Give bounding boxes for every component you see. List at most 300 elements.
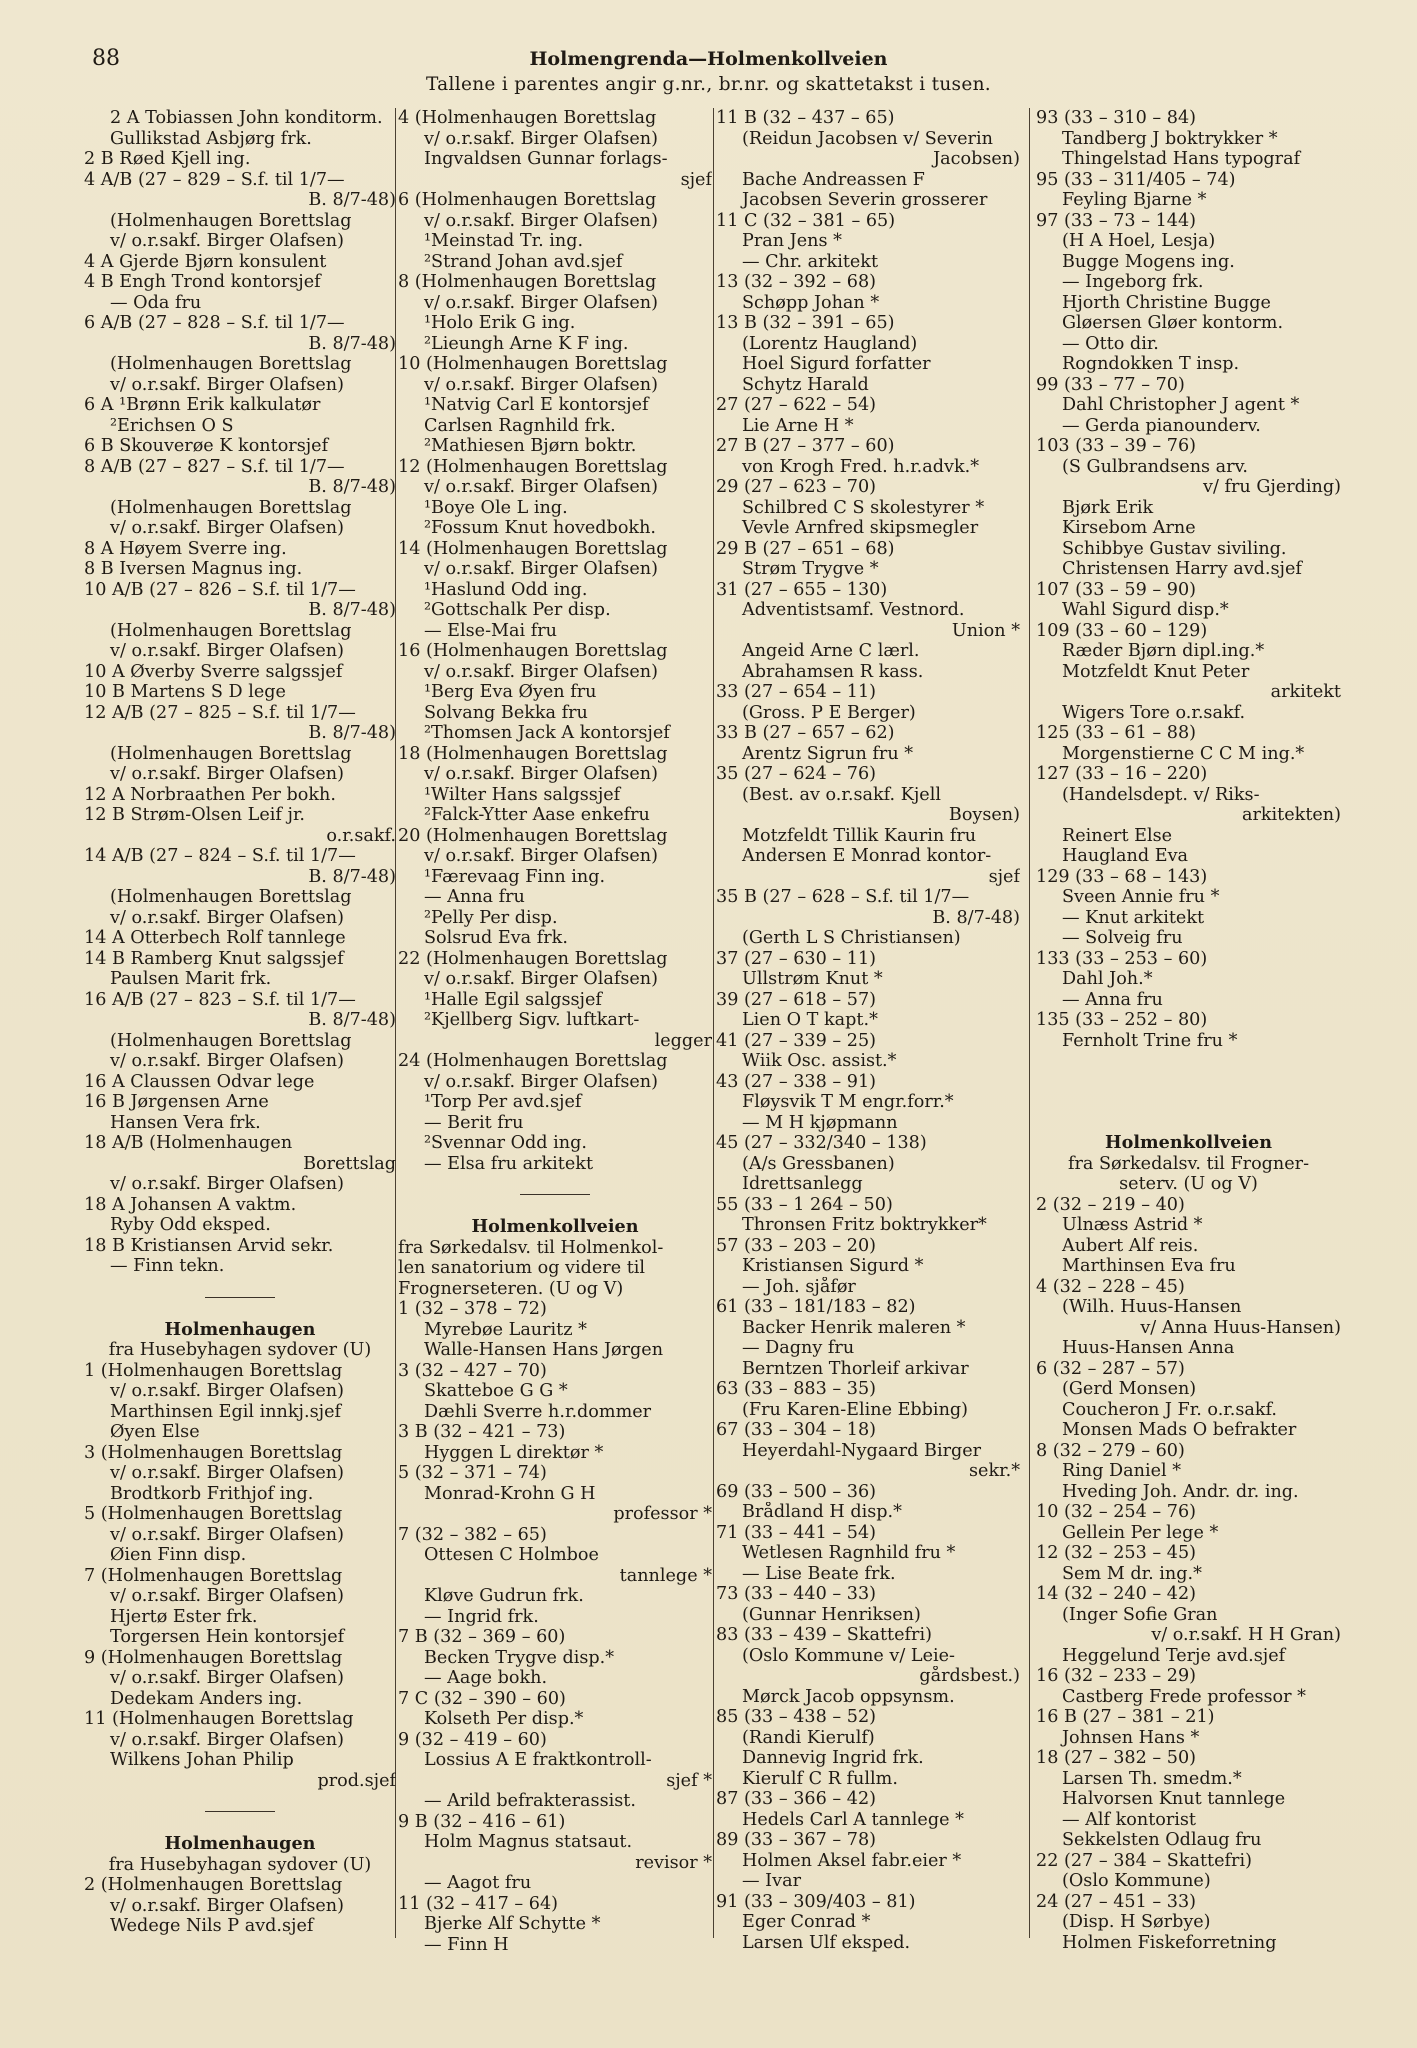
page-subtitle: Tallene i parentes angir g.nr., br.nr. og skattetakst i tusen. xyxy=(425,74,991,95)
directory-line: Hedels Carl A tannlege * xyxy=(742,1809,964,1830)
directory-line: B. 8/7-48) xyxy=(308,477,396,497)
directory-line: Huus-Hansen Anna xyxy=(1062,1338,1235,1358)
directory-line: Andersen E Monrad kontor- xyxy=(742,846,992,866)
directory-line: fra Husebyhagen sydover (U) xyxy=(108,1340,372,1360)
directory-line: Marthinsen Eva fru xyxy=(1062,1256,1236,1276)
directory-line: Sveen Annie fru * xyxy=(1062,887,1220,907)
directory-line: Sekkelsten Odlaug fru xyxy=(1062,1830,1262,1850)
directory-line: v/ o.r.sakf. Birger Olafsen) xyxy=(424,969,658,989)
directory-line: — Joh. sjåfør xyxy=(742,1276,856,1297)
directory-line: v/ o.r.sakf. Birger Olafsen) xyxy=(110,764,344,784)
directory-line: 16 B Jørgensen Arne xyxy=(84,1092,269,1112)
directory-line: Skatteboe G G * xyxy=(424,1381,568,1401)
directory-line: (Best. av o.r.sakf. Kjell xyxy=(742,784,941,805)
directory-line: Haugland Eva xyxy=(1062,846,1188,866)
directory-line: 33 (27 – 654 – 11) xyxy=(716,682,877,702)
directory-line: Bache Andreassen F xyxy=(742,169,925,190)
directory-line: 1 (32 – 378 – 72) xyxy=(398,1299,547,1319)
directory-line: Monsen Mads O befrakter xyxy=(1062,1420,1297,1440)
directory-line: sjef xyxy=(988,866,1020,887)
directory-line: — Aage bokh. xyxy=(424,1668,548,1688)
directory-line: 6 A ¹Brønn Erik kalkulatør xyxy=(84,395,321,415)
directory-line: 8 A/B (27 – 827 – S.f. til 1/7— xyxy=(84,456,345,477)
directory-line: v/ o.r.sakf. Birger Olafsen) xyxy=(110,1051,344,1071)
directory-line: Jacobsen) xyxy=(933,149,1020,169)
directory-line: Mørck Jacob oppsynsm. xyxy=(742,1686,955,1707)
directory-line: 13 B (32 – 391 – 65) xyxy=(716,313,895,333)
directory-line: Hyggen L direktør * xyxy=(424,1442,604,1463)
directory-line: ²Lieungh Arne K F ing. xyxy=(424,333,629,354)
directory-line: B. 8/7-48) xyxy=(308,333,396,354)
directory-line: Dedekam Anders ing. xyxy=(110,1688,303,1709)
directory-line: 8 B Iversen Magnus ing. xyxy=(84,559,303,579)
directory-line: — Anna fru xyxy=(424,887,525,907)
directory-line: 129 (33 – 68 – 143) xyxy=(1036,866,1208,887)
directory-line: Monrad-Krohn G H xyxy=(424,1483,596,1504)
directory-line: von Krogh Fred. h.r.advk.* xyxy=(742,456,979,477)
directory-line: Ulnæss Astrid * xyxy=(1062,1215,1203,1235)
section-heading: Holmenkollveien xyxy=(471,1217,639,1237)
directory-line: 63 (33 – 883 – 35) xyxy=(716,1379,877,1399)
directory-line: 91 (33 – 309/403 – 81) xyxy=(716,1891,916,1912)
directory-line: Abrahamsen R kass. xyxy=(742,661,924,682)
directory-line: (Randi Kierulf) xyxy=(742,1727,875,1748)
directory-line: Wedege Nils P avd.sjef xyxy=(110,1916,314,1936)
directory-line: Hjorth Christine Bugge xyxy=(1062,292,1271,313)
directory-line: 27 (27 – 622 – 54) xyxy=(716,395,877,415)
directory-line: (A/s Gressbanen) xyxy=(742,1153,895,1174)
directory-line: — Gerda pianounderv. xyxy=(1062,415,1261,436)
directory-line: (Wilh. Huus-Hansen xyxy=(1062,1297,1242,1317)
column-2 xyxy=(398,108,712,1955)
directory-line: ²Kjellberg Sigv. luftkart- xyxy=(424,1010,640,1030)
directory-line: 103 (33 – 39 – 76) xyxy=(1036,436,1197,456)
directory-line: — Chr. arkitekt xyxy=(742,251,879,272)
directory-line: 61 (33 – 181/183 – 82) xyxy=(716,1297,916,1317)
directory-line: 97 (33 – 73 – 144) xyxy=(1036,210,1197,231)
directory-line: 7 C (32 – 390 – 60) xyxy=(398,1688,566,1709)
directory-line: ²Strand Johan avd.sjef xyxy=(424,251,623,272)
directory-line: 95 (33 – 311/405 – 74) xyxy=(1036,169,1236,190)
directory-line: 83 (33 – 439 – Skattefri) xyxy=(716,1625,932,1645)
directory-line: ²Pelly Per disp. xyxy=(424,907,558,928)
directory-line: seterv. (U og V) xyxy=(1119,1174,1258,1194)
directory-line: 12 (32 – 253 – 45) xyxy=(1036,1543,1197,1563)
directory-line: — Lise Beate frk. xyxy=(742,1563,896,1584)
directory-line: 27 B (27 – 377 – 60) xyxy=(716,436,895,456)
directory-line: v/ fru Gjerding) xyxy=(1203,477,1341,497)
directory-line: 99 (33 – 77 – 70) xyxy=(1036,374,1185,395)
directory-line: 6 (32 – 287 – 57) xyxy=(1036,1358,1185,1379)
directory-line: Schibbye Gustav siviling. xyxy=(1062,538,1287,559)
directory-line: — Elsa fru arkitekt xyxy=(424,1153,594,1174)
directory-line: Pran Jens * xyxy=(742,231,842,251)
directory-line: Wigers Tore o.r.sakf. xyxy=(1062,702,1246,723)
column-4 xyxy=(1036,108,1341,1953)
directory-line: 18 (27 – 382 – 50) xyxy=(1036,1748,1197,1768)
directory-line: 11 (Holmenhaugen Borettslag xyxy=(84,1709,354,1729)
directory-line: 37 (27 – 630 – 11) xyxy=(716,948,877,969)
directory-line: ²Erichsen O S xyxy=(110,415,234,436)
directory-line: Paulsen Marit frk. xyxy=(110,969,272,989)
directory-line: Wiik Osc. assist.* xyxy=(742,1051,897,1071)
spacer xyxy=(1036,1051,1341,1072)
directory-line: Sem M dr. ing.* xyxy=(1062,1563,1202,1584)
directory-line: Solvang Bekka fru xyxy=(424,702,588,723)
directory-line: Ullstrøm Knut * xyxy=(742,969,883,989)
directory-line: o.r.sakf. xyxy=(326,825,396,846)
section-heading: Holmenkollveien xyxy=(1104,1133,1273,1153)
directory-line: Coucheron J Fr. o.r.sakf. xyxy=(1062,1399,1278,1420)
directory-line: fra Sørkedalsv. til Frogner- xyxy=(1067,1153,1310,1174)
directory-line: Holmen Fiskeforretning xyxy=(1062,1932,1277,1953)
directory-line: v/ o.r.sakf. Birger Olafsen) xyxy=(110,231,344,251)
directory-line: 2 (32 – 219 – 40) xyxy=(1036,1194,1185,1215)
directory-line: arkitekten) xyxy=(1241,805,1341,825)
directory-line: 7 B (32 – 369 – 60) xyxy=(398,1627,566,1647)
directory-line: Kristiansen Sigurd * xyxy=(742,1256,924,1276)
directory-line: Schytz Harald xyxy=(742,374,869,395)
directory-line: Gløersen Gløer kontorm. xyxy=(1062,313,1284,333)
directory-line: Halvorsen Knut tannlege xyxy=(1062,1789,1286,1809)
directory-line: (Holmenhaugen Borettslag xyxy=(110,497,352,518)
directory-line: Bjørk Erik xyxy=(1062,497,1154,518)
directory-line: ²Svennar Odd ing. xyxy=(424,1133,587,1153)
directory-line: Marthinsen Egil innkj.sjef xyxy=(110,1401,341,1422)
directory-line: 39 (27 – 618 – 57) xyxy=(716,989,877,1010)
directory-line: 3 (Holmenhaugen Borettslag xyxy=(84,1442,343,1463)
directory-line: Holmen Aksel fabr.eier * xyxy=(742,1850,962,1871)
directory-line: 4 A/B (27 – 829 – S.f. til 1/7— xyxy=(84,169,345,190)
directory-line: Jacobsen Severin grosserer xyxy=(742,190,988,210)
directory-line: v/ o.r.sakf. Birger Olafsen) xyxy=(110,1381,344,1401)
directory-line: — Finn H xyxy=(424,1934,509,1955)
directory-line: v/ o.r.sakf. Birger Olafsen) xyxy=(424,661,658,682)
directory-line: 135 (33 – 252 – 80) xyxy=(1036,1010,1208,1030)
directory-line: 14 (Holmenhaugen Borettslag xyxy=(398,538,668,559)
directory-line: 14 (32 – 240 – 42) xyxy=(1036,1584,1197,1604)
directory-line: Christensen Harry avd.sjef xyxy=(1062,559,1302,579)
directory-line: 8 (32 – 279 – 60) xyxy=(1036,1440,1185,1461)
directory-line: (Gerd Monsen) xyxy=(1062,1379,1197,1399)
directory-line: len sanatorium og videre til xyxy=(398,1258,646,1278)
directory-line: fra Husebyhagan sydover (U) xyxy=(108,1854,372,1875)
directory-line: v/ o.r.sakf. Birger Olafsen) xyxy=(110,518,344,538)
directory-line: Hoel Sigurd forfatter xyxy=(742,354,931,374)
directory-line: 73 (33 – 440 – 33) xyxy=(716,1584,877,1604)
directory-line: sjef * xyxy=(666,1770,712,1791)
directory-line: Bjerke Alf Schytte * xyxy=(424,1914,601,1934)
directory-line: 2 B Røed Kjell ing. xyxy=(84,149,251,169)
directory-line: 18 (Holmenhaugen Borettslag xyxy=(398,743,668,764)
directory-line: v/ o.r.sakf. Birger Olafsen) xyxy=(110,1729,344,1750)
directory-line: v/ o.r.sakf. H H Gran) xyxy=(1151,1625,1341,1645)
directory-line: ²Gottschalk Per disp. xyxy=(424,600,611,620)
directory-line: v/ o.r.sakf. Birger Olafsen) xyxy=(110,374,344,395)
directory-line: B. 8/7-48) xyxy=(308,600,396,620)
directory-line: — Finn tekn. xyxy=(110,1256,225,1276)
directory-line: 24 (27 – 451 – 33) xyxy=(1036,1891,1197,1912)
directory-line: (Reidun Jacobsen v/ Severin xyxy=(742,128,993,149)
page-title: Holmengrenda—Holmenkollveien xyxy=(529,48,888,70)
directory-line: (Handelsdept. v/ Riks- xyxy=(1062,784,1260,805)
directory-line: Holm Magnus statsaut. xyxy=(424,1832,633,1852)
directory-line: ¹Halle Egil salgssjef xyxy=(424,989,602,1010)
directory-line: 14 A Otterbech Rolf tannlege xyxy=(84,928,346,948)
directory-line: — Anna fru xyxy=(1062,989,1163,1010)
directory-line: Kolseth Per disp.* xyxy=(424,1709,584,1729)
directory-line: 11 B (32 – 437 – 65) xyxy=(716,108,895,128)
directory-line: Wilkens Johan Philip xyxy=(110,1750,294,1770)
directory-line: ¹Boye Ole L ing. xyxy=(424,497,568,518)
directory-line: 7 (Holmenhaugen Borettslag xyxy=(84,1565,343,1586)
directory-line: Backer Henrik maleren * xyxy=(742,1317,966,1338)
directory-line: Thronsen Fritz boktrykker* xyxy=(742,1215,987,1235)
directory-line: gårdsbest.) xyxy=(919,1666,1020,1686)
directory-line: Lien O T kapt.* xyxy=(742,1010,878,1030)
page-number: 88 xyxy=(92,46,120,71)
directory-line: Motzfeldt Tillik Kaurin fru xyxy=(742,825,977,846)
directory-line: 14 B Ramberg Knut salgssjef xyxy=(84,948,344,969)
section-separator xyxy=(205,1811,275,1812)
directory-line: 93 (33 – 310 – 84) xyxy=(1036,108,1197,128)
directory-line: Solsrud Eva frk. xyxy=(424,928,568,948)
directory-line: 20 (Holmenhaugen Borettslag xyxy=(398,825,668,846)
directory-line: Heyerdahl-Nygaard Birger xyxy=(742,1440,982,1461)
directory-line: v/ o.r.sakf. Birger Olafsen) xyxy=(424,1071,658,1092)
directory-line: v/ o.r.sakf. Birger Olafsen) xyxy=(110,1895,344,1916)
directory-line: Ryby Odd eksped. xyxy=(110,1215,271,1235)
directory-line: v/ o.r.sakf. Birger Olafsen) xyxy=(424,764,658,784)
directory-line: 7 (32 – 382 – 65) xyxy=(398,1524,547,1545)
directory-line: Schøpp Johan * xyxy=(742,292,880,313)
directory-line: Dahl Christopher J agent * xyxy=(1062,395,1300,415)
directory-line: Myrebøe Lauritz * xyxy=(424,1319,587,1340)
directory-line: professor * xyxy=(613,1504,712,1524)
directory-line: 12 A/B (27 – 825 – S.f. til 1/7— xyxy=(84,702,356,723)
column-divider xyxy=(713,108,714,1938)
directory-line: v/ o.r.sakf. Birger Olafsen) xyxy=(424,292,658,313)
directory-line: Fløysvik T M engr.forr.* xyxy=(742,1092,954,1112)
directory-line: Johnsen Hans * xyxy=(1062,1727,1200,1748)
directory-line: 6 B Skouverøe K kontorsjef xyxy=(84,436,329,456)
directory-line: Hveding Joh. Andr. dr. ing. xyxy=(1062,1481,1299,1502)
directory-line: 1 (Holmenhaugen Borettslag xyxy=(84,1360,343,1381)
directory-line: Brodtkorb Frithjof ing. xyxy=(110,1483,314,1504)
directory-line: Tandberg J boktrykker * xyxy=(1062,128,1278,149)
directory-line: Torgersen Hein kontorsjef xyxy=(110,1627,345,1647)
directory-line: 12 B Strøm-Olsen Leif jr. xyxy=(84,805,306,825)
directory-line: Ingvaldsen Gunnar forlags- xyxy=(424,149,668,169)
directory-line: ¹Berg Eva Øyen fru xyxy=(424,682,597,702)
directory-line: B. 8/7-48) xyxy=(308,190,396,210)
directory-line: — Berit fru xyxy=(424,1112,524,1133)
directory-line: Walle-Hansen Hans Jørgen xyxy=(424,1340,664,1360)
directory-line: Hjertø Ester frk. xyxy=(110,1606,258,1627)
directory-line: 16 A/B (27 – 823 – S.f. til 1/7— xyxy=(84,989,356,1010)
directory-line: B. 8/7-48) xyxy=(308,866,396,887)
directory-line: Vevle Arnfred skipsmegler xyxy=(742,518,979,538)
directory-line: 8 (Holmenhaugen Borettslag xyxy=(398,272,657,292)
directory-line: — Ingeborg frk. xyxy=(1062,272,1204,292)
directory-line: 16 B (27 – 381 – 21) xyxy=(1036,1707,1215,1727)
directory-line: 2 (Holmenhaugen Borettslag xyxy=(84,1875,343,1895)
directory-line: 31 (27 – 655 – 130) xyxy=(716,579,888,600)
directory-line: 109 (33 – 60 – 129) xyxy=(1036,620,1208,641)
directory-line: (Gunnar Henriksen) xyxy=(742,1604,921,1625)
directory-line: Kirsebom Arne xyxy=(1062,518,1196,538)
section-heading: Holmenhaugen xyxy=(164,1834,316,1854)
directory-line: Carlsen Ragnhild frk. xyxy=(424,415,616,436)
directory-line: Dahl Joh.* xyxy=(1062,969,1153,989)
directory-line: 12 (Holmenhaugen Borettslag xyxy=(398,456,668,477)
directory-line: Feyling Bjarne * xyxy=(1062,190,1207,210)
directory-line: (Holmenhaugen Borettslag xyxy=(110,210,352,231)
directory-line: tannlege * xyxy=(619,1565,712,1586)
directory-line: Frognerseteren. (U og V) xyxy=(398,1278,624,1299)
directory-line: ¹Færevaag Finn ing. xyxy=(424,866,606,887)
directory-line: 9 (32 – 419 – 60) xyxy=(398,1729,547,1750)
directory-line: Wahl Sigurd disp.* xyxy=(1062,600,1229,620)
directory-line: Hansen Vera frk. xyxy=(110,1112,261,1133)
directory-line: 6 (Holmenhaugen Borettslag xyxy=(398,190,657,210)
directory-line: Boysen) xyxy=(948,805,1020,825)
directory-line: 29 (27 – 623 – 70) xyxy=(716,477,877,497)
directory-line: v/ o.r.sakf. Birger Olafsen) xyxy=(110,1463,344,1483)
directory-line: Gellein Per lege * xyxy=(1062,1522,1219,1543)
directory-line: v/ o.r.sakf. Birger Olafsen) xyxy=(110,1586,344,1606)
directory-line: (Holmenhaugen Borettslag xyxy=(110,743,352,764)
directory-line: Arentz Sigrun fru * xyxy=(742,743,914,764)
directory-line: Rogndokken T insp. xyxy=(1062,354,1240,374)
directory-line: 9 B (32 – 416 – 61) xyxy=(398,1811,566,1832)
directory-line: 43 (27 – 338 – 91) xyxy=(716,1071,877,1092)
directory-line: 16 (Holmenhaugen Borettslag xyxy=(398,641,668,661)
directory-line: 11 C (32 – 381 – 65) xyxy=(716,210,896,231)
directory-line: 8 A Høyem Sverre ing. xyxy=(84,538,287,559)
directory-line: v/ o.r.sakf. Birger Olafsen) xyxy=(110,641,344,661)
directory-line: Larsen Ulf eksped. xyxy=(742,1932,911,1953)
directory-line: Larsen Th. smedm.* xyxy=(1062,1768,1242,1789)
directory-line: Kløve Gudrun frk. xyxy=(424,1586,584,1606)
directory-line: (S Gulbrandsens arv. xyxy=(1062,456,1249,477)
directory-line: arkitekt xyxy=(1270,682,1341,702)
directory-line: Fernholt Trine fru * xyxy=(1062,1030,1238,1051)
directory-line: B. 8/7-48) xyxy=(932,907,1020,928)
directory-line: 45 (27 – 332/340 – 138) xyxy=(716,1133,927,1153)
directory-line: (Holmenhaugen Borettslag xyxy=(110,620,352,641)
section-separator xyxy=(205,1297,275,1298)
directory-line: v/ o.r.sakf. Birger Olafsen) xyxy=(424,128,658,149)
directory-line: 4 (32 – 228 – 45) xyxy=(1036,1276,1185,1297)
directory-line: 35 (27 – 624 – 76) xyxy=(716,764,877,784)
directory-line: v/ o.r.sakf. Birger Olafsen) xyxy=(424,559,658,579)
directory-line: Angeid Arne C lærl. xyxy=(742,641,920,661)
directory-line: 55 (33 – 1 264 – 50) xyxy=(716,1194,893,1215)
directory-line: 14 A/B (27 – 824 – S.f. til 1/7— xyxy=(84,846,356,866)
directory-line: (Holmenhaugen Borettslag xyxy=(110,354,352,374)
directory-line: (Gross. P E Berger) xyxy=(742,702,916,723)
directory-line: Adventistsamf. Vestnord. xyxy=(742,600,965,620)
directory-line: 33 B (27 – 657 – 62) xyxy=(716,723,895,743)
directory-line: 71 (33 – 441 – 54) xyxy=(716,1522,877,1543)
column-3 xyxy=(716,108,1020,1953)
directory-line: v/ o.r.sakf. Birger Olafsen) xyxy=(424,477,658,497)
directory-line: 6 A/B (27 – 828 – S.f. til 1/7— xyxy=(84,313,345,333)
directory-line: Thingelstad Hans typograf xyxy=(1062,149,1301,169)
directory-line: 69 (33 – 500 – 36) xyxy=(716,1481,877,1502)
directory-line: Eger Conrad * xyxy=(742,1912,871,1932)
directory-line: Castberg Frede professor * xyxy=(1062,1686,1306,1707)
directory-line: (Lorentz Haugland) xyxy=(742,333,918,354)
directory-line: 87 (33 – 366 – 42) xyxy=(716,1789,877,1809)
directory-line: (Oslo Kommune v/ Leie- xyxy=(742,1645,955,1666)
directory-line: v/ o.r.sakf. Birger Olafsen) xyxy=(110,907,344,928)
directory-line: — Ingrid frk. xyxy=(424,1606,539,1627)
directory-line: — Knut arkitekt xyxy=(1062,907,1205,928)
directory-line: 10 (Holmenhaugen Borettslag xyxy=(398,354,668,374)
directory-line: Ottesen C Holmboe xyxy=(424,1545,599,1565)
directory-line: (Oslo Kommune) xyxy=(1062,1871,1211,1891)
directory-line: fra Sørkedalsv. til Holmenkol- xyxy=(398,1237,664,1258)
directory-line: ²Falck-Ytter Aase enkefru xyxy=(424,805,650,825)
directory-line: 9 (Holmenhaugen Borettslag xyxy=(84,1647,343,1668)
directory-line: Bugge Mogens ing. xyxy=(1062,251,1235,272)
directory-line: — M H kjøpmann xyxy=(742,1112,898,1133)
directory-line: Ring Daniel * xyxy=(1062,1461,1182,1481)
directory-line: — Dagny fru xyxy=(742,1338,855,1358)
directory-line: Borettslag xyxy=(303,1153,396,1174)
spacer xyxy=(1036,1072,1341,1093)
directory-line: Becken Trygve disp.* xyxy=(424,1647,615,1668)
directory-line: 22 (27 – 384 – Skattefri) xyxy=(1036,1850,1252,1871)
directory-line: (Gerth L S Christiansen) xyxy=(742,928,961,948)
directory-line: v/ o.r.sakf. Birger Olafsen) xyxy=(110,1524,344,1545)
directory-line: sekr.* xyxy=(969,1461,1020,1481)
directory-line: 13 (32 – 392 – 68) xyxy=(716,272,877,292)
directory-line: ¹Torp Per avd.sjef xyxy=(424,1092,582,1112)
spacer xyxy=(1036,1113,1341,1134)
directory-line: 4 B Engh Trond kontorsjef xyxy=(84,272,321,292)
directory-line: Reinert Else xyxy=(1062,825,1173,846)
directory-line: Lossius A E fraktkontroll- xyxy=(424,1750,652,1770)
directory-line: 3 (32 – 427 – 70) xyxy=(398,1360,547,1381)
directory-line: v/ o.r.sakf. Birger Olafsen) xyxy=(424,374,658,395)
directory-line: (Holmenhaugen Borettslag xyxy=(110,1030,352,1051)
directory-line: 16 (32 – 233 – 29) xyxy=(1036,1666,1197,1686)
directory-line: 12 A Norbraathen Per bokh. xyxy=(84,784,336,805)
directory-line: 5 (32 – 371 – 74) xyxy=(398,1463,547,1483)
directory-line: 85 (33 – 438 – 52) xyxy=(716,1707,877,1727)
directory-line: sjef xyxy=(680,169,712,190)
directory-line: 16 A Claussen Odvar lege xyxy=(84,1071,315,1092)
directory-line: Schilbred C S skolestyrer * xyxy=(742,497,985,518)
directory-line: 127 (33 – 16 – 220) xyxy=(1036,764,1208,784)
directory-line: Motzfeldt Knut Peter xyxy=(1062,661,1250,682)
directory-line: Union * xyxy=(951,620,1020,641)
directory-line: Lie Arne H * xyxy=(742,415,854,436)
directory-line: ¹Meinstad Tr. ing. xyxy=(424,231,584,251)
section-heading: Holmenhaugen xyxy=(164,1319,316,1340)
directory-line: 10 A/B (27 – 826 – S.f. til 1/7— xyxy=(84,579,356,600)
directory-line: — Aagot fru xyxy=(424,1873,532,1893)
directory-line: — Arild befrakterassist. xyxy=(424,1791,636,1811)
directory-line: B. 8/7-48) xyxy=(308,723,396,743)
directory-line: ¹Haslund Odd ing. xyxy=(424,579,588,600)
directory-line: Idrettsanlegg xyxy=(742,1174,863,1194)
directory-line: Ræder Bjørn dipl.ing.* xyxy=(1062,641,1265,661)
directory-line: 4 (Holmenhaugen Borettslag xyxy=(398,108,657,128)
